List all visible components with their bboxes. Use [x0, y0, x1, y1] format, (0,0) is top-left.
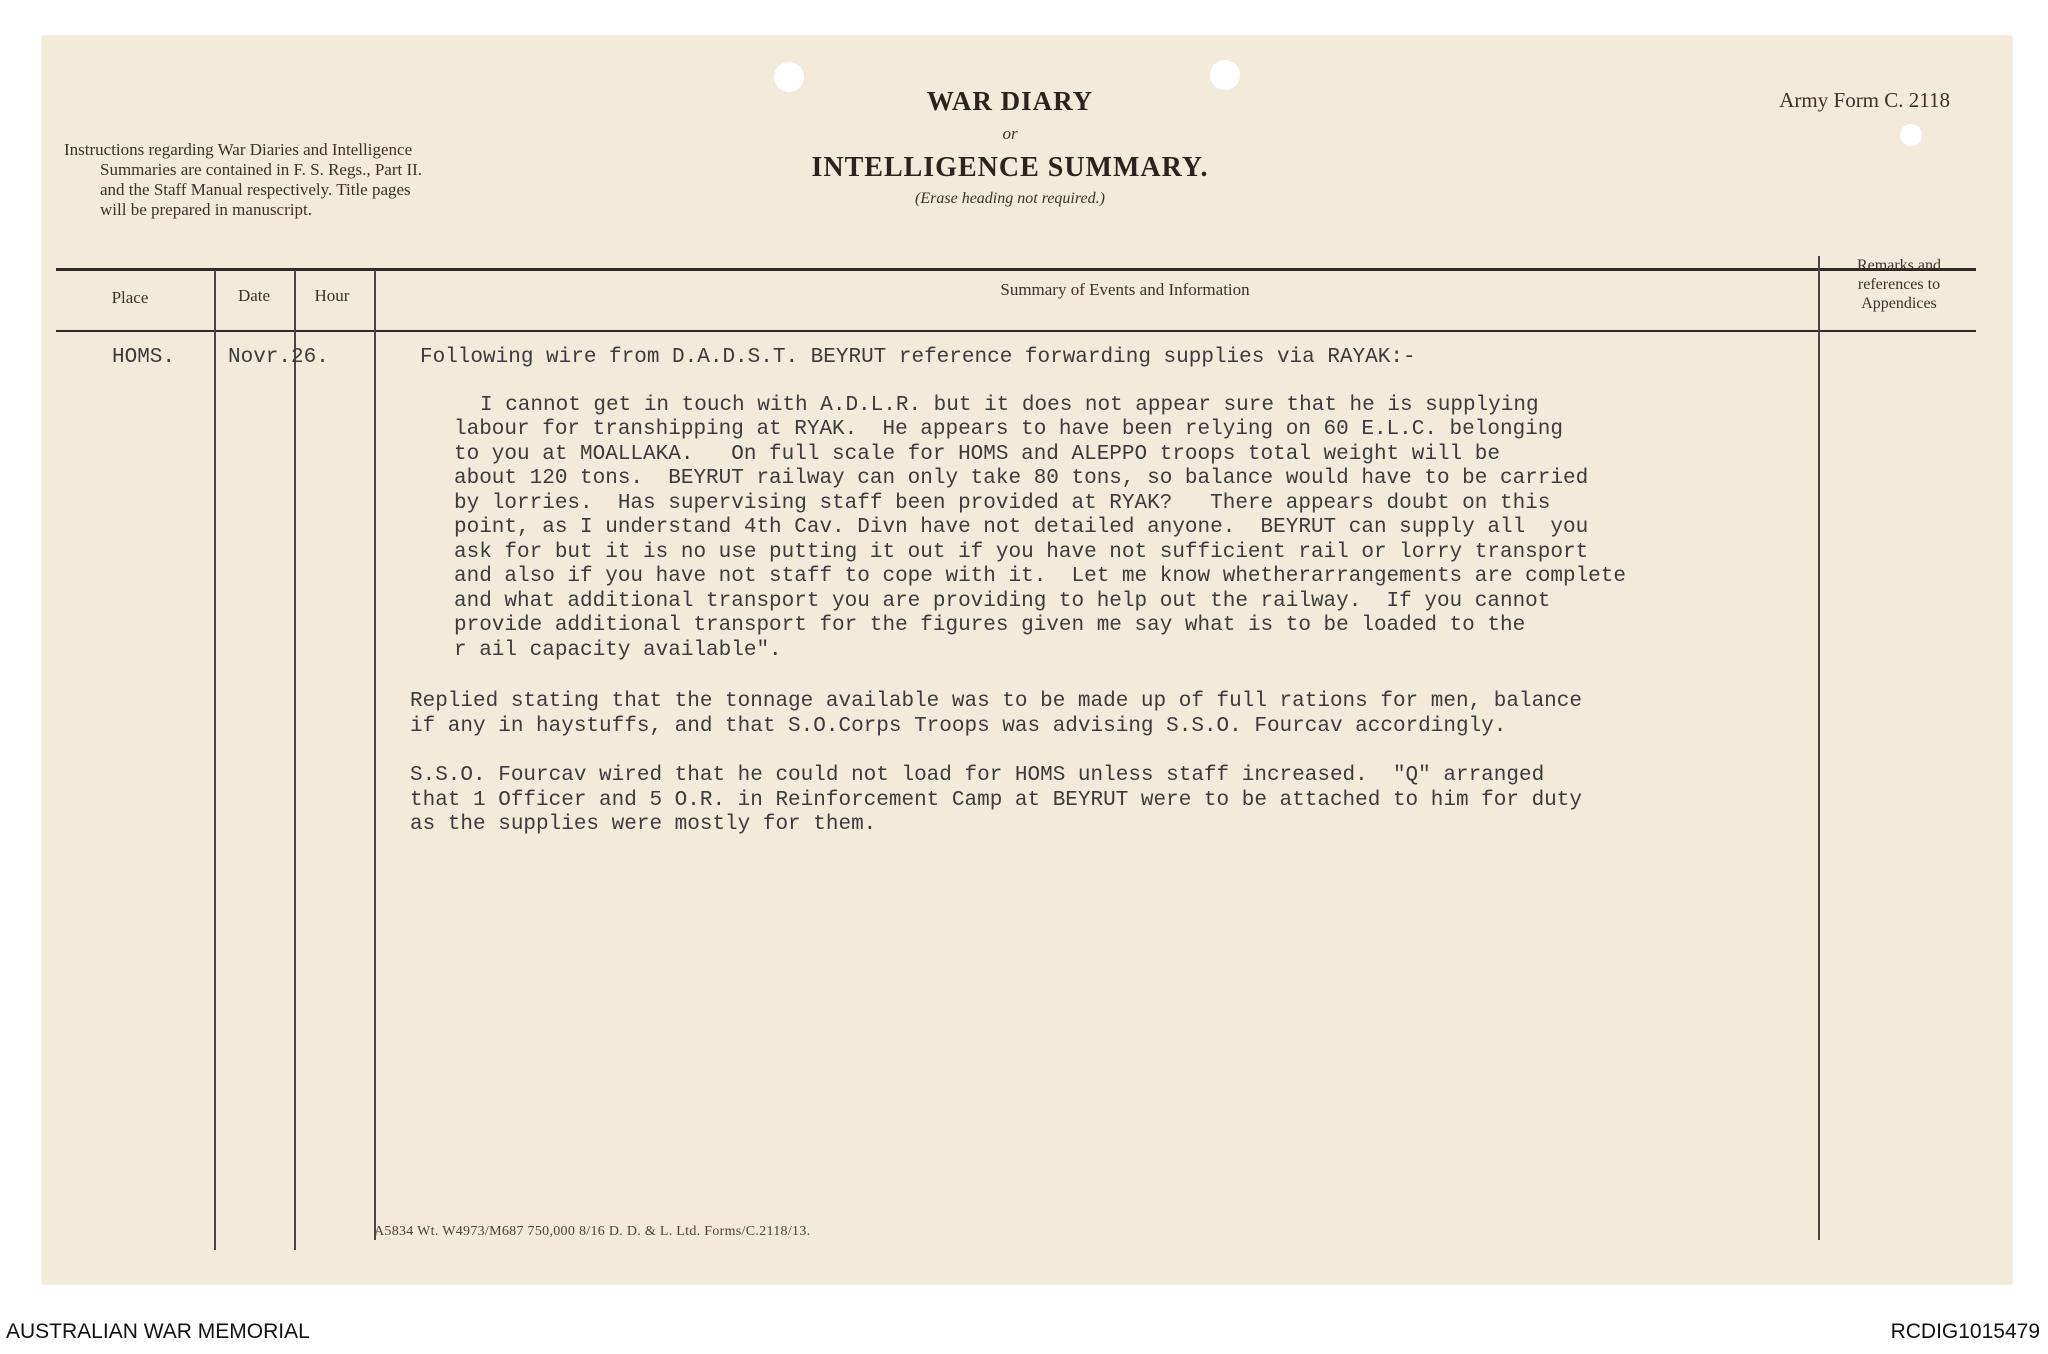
title-or: or [1002, 124, 1018, 143]
punch-hole [774, 62, 804, 92]
table-header-rule [56, 330, 1976, 332]
wire-line: ask for but it is no use putting it out if you have not sufficient rail or lorry transport [454, 541, 1589, 564]
instructions-note [64, 140, 564, 220]
wire-line: I cannot get in touch with A.D.L.R. but it does not appear sure that he is supplying [480, 394, 1539, 417]
sso-line: that 1 Officer and 5 O.R. in Reinforcement Camp at BEYRUT were to be attached to him for duty [410, 789, 1582, 812]
column-divider [1818, 256, 1820, 1240]
wire-line: labour for transhipping at RYAK. He appears to have been relying on 60 E.L.C. belonging [454, 418, 1563, 441]
column-header-date: Date [237, 286, 271, 305]
wire-line: and also if you have not staff to cope with it. Let me know whetherarrangements are complete [454, 565, 1626, 588]
title-intelligence-summary: INTELLIGENCE SUMMARY. [811, 152, 1209, 183]
wire-line: about 120 tons. BEYRUT railway can only take 80 tons, so balance would have to be carried [454, 467, 1589, 490]
title-war-diary: WAR DIARY [926, 86, 1094, 116]
instructions-line: Summaries are contained in F. S. Regs., Part II. [100, 160, 423, 179]
column-header-summary: Summary of Events and Information [1000, 280, 1250, 299]
instructions-line: and the Staff Manual respectively. Title pages [100, 180, 411, 199]
column-divider [374, 270, 376, 1240]
instructions-line: Instructions regarding War Diaries and Intelligence [64, 140, 413, 159]
caption-record-id: RCDIG1015479 [1890, 1320, 2040, 1343]
instructions-line: will be prepared in manuscript. [100, 200, 312, 219]
table-top-rule [56, 268, 1976, 271]
column-divider [214, 270, 216, 1250]
column-header-place: Place [111, 288, 149, 307]
wire-line: by lorries. Has supervising staff been provided at RYAK? There appears doubt on this [454, 492, 1551, 515]
column-divider [294, 270, 296, 1250]
column-header-remarks: Remarks and references to Appendices [1857, 257, 1941, 312]
diary-sheet [42, 36, 2012, 1284]
entry-place: HOMS. [112, 346, 176, 369]
punch-hole [1210, 60, 1240, 90]
wire-line: point, as I understand 4th Cav. Divn have not detailed anyone. BEYRUT can supply all you [454, 516, 1589, 539]
wire-line: provide additional transport for the figures given me say what is to be loaded to the [454, 614, 1526, 637]
reply-line: Replied stating that the tonnage available was to be made up of full rations for men, balance [410, 690, 1582, 713]
punch-hole [1900, 124, 1922, 146]
printers-imprint: A5834 Wt. W4973/M687 750,000 8/16 D. D. & L. Ltd. Forms/C.2118/13. [374, 1224, 811, 1239]
sso-line: S.S.O. Fourcav wired that he could not load for HOMS unless staff increased. "Q" arranged [410, 764, 1545, 787]
entry-date: Novr.26. [228, 346, 329, 369]
erase-heading-note: (Erase heading not required.) [915, 190, 1105, 207]
column-header-hour: Hour [314, 286, 350, 305]
sso-line: as the supplies were mostly for them. [410, 813, 877, 836]
wire-line: and what additional transport you are providing to help out the railway. If you cannot [454, 590, 1551, 613]
army-form-number: Army Form C. 2118 [1779, 88, 1950, 112]
wire-line: to you at MOALLAKA. On full scale for HOMS and ALEPPO troops total weight will be [454, 443, 1500, 466]
caption-institution: AUSTRALIAN WAR MEMORIAL [6, 1320, 310, 1343]
wire-line: r ail capacity available". [454, 639, 782, 662]
reply-line: if any in haystuffs, and that S.O.Corps Troops was advising S.S.O. Fourcav accordingly. [410, 715, 1507, 738]
entry-heading: Following wire from D.A.D.S.T. BEYRUT reference forwarding supplies via RAYAK:- [420, 346, 1416, 369]
